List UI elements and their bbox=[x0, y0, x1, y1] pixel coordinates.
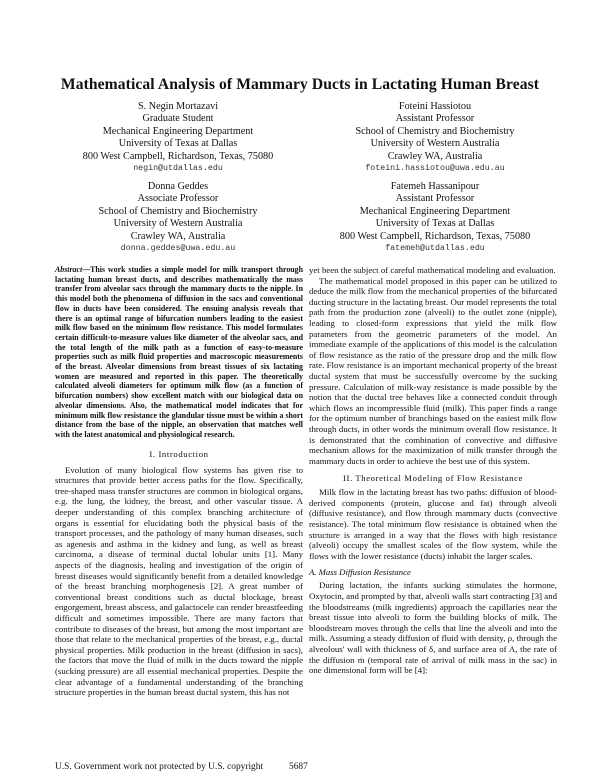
abstract-text: —This work studies a simple model for milk transport through lactating human breast ducts, and describes mathematically the mass transfer from alveolar sacs through the mammary ducts to the nipple. In this model both the phenomena of diffusion in the sacs and conventional flow in ducts have been considered. The ensuing analysis reveals that there is an optimal range of bifurcation numbers leading to the easiest milk flow based on the minimum flow resistance. This model formulates certain difficult-to-measure values like diameter of the alveolar sacs, and the total length of the milk path as a function of easy-to-measure properties such as milk fluid properties and macroscopic measurements of the breast. Alveolar dimensions from breast tissues of six lactating women are measured and reported in this paper. The theoretically calculated alveoli diameters for optimum milk flow (as a function of bifurcation numbers) show excellent match with our biological data on alveolar dimensions. Also, the mathematical model indicates that for minimum milk flow resistance the glandular tissue must be within a short distance from the base of the nipple, an observation that matches well with the latest anatomical and physiological research. bbox=[55, 265, 303, 439]
author-address: Crawley WA, Australia bbox=[387, 150, 483, 162]
subsection-title: A. Mass Diffusion Resistance bbox=[309, 567, 411, 578]
author-role: Associate Professor bbox=[137, 193, 219, 205]
copyright-notice: U.S. Government work not protected by U.S. copyright bbox=[55, 762, 264, 772]
author-name: Foteini Hassiotou bbox=[398, 101, 472, 112]
page-number: 5687 bbox=[289, 762, 308, 772]
author-name: S. Negin Mortazavi bbox=[137, 101, 219, 112]
author-email: donna.geddes@uwa.edu.au bbox=[120, 244, 236, 254]
author-email: fatemeh@utdallas.edu bbox=[385, 244, 485, 254]
introduction-paragraph: The mathematical model proposed in this paper can be utilized to deduce the milk flow from the mechanical properties of the bifurcated ducting structure in the lactating breast. Our model represents the total path from the production zone (alveoli) to the outlet zone (nipple), leading to closed-form expressions that yield the milk flow parameters from the geometric parameters of the model. An immediate example of the applications of this model is the calculation of flow resistance as the ratio of the pressure drop and the milk flow rate. Flow resistance is an important mechanical property of the breast ductal system that must be successfully overcome by the sucking pressure. Calculation of milk-way resistance is made possible by the notion that the ductal tree behaves like a connected conduit through which flows an incompressible fluid (milk). This paper finds a range for the optimum number of branchings based on the easiest milk flow through ducts, in other words the minimum overall flow resistance. It is demonstrated that the combination of convective and diffusive mechanism allows for the maximization of milk transfer through the mammary ducts in order to achieve the best use of this system. bbox=[309, 275, 557, 466]
author-block bbox=[310, 181, 560, 255]
section-title-introduction: I. Introduction bbox=[149, 448, 209, 459]
author-block bbox=[310, 101, 560, 175]
author-block bbox=[53, 181, 303, 255]
right-column bbox=[309, 265, 557, 676]
author-block bbox=[53, 101, 303, 175]
author-address: 800 West Campbell, Richardson, Texas, 75080 bbox=[339, 230, 531, 242]
author-email: foteini.hassiotou@uwa.edu.au bbox=[365, 164, 505, 174]
section-title-theory: II. Theoretical Modeling of Flow Resistance bbox=[342, 473, 524, 484]
author-organization: University of Western Australia bbox=[113, 218, 243, 230]
author-role: Assistant Professor bbox=[395, 113, 475, 125]
author-role: Assistant Professor bbox=[395, 193, 475, 205]
subsection-paragraph: During lactation, the infants sucking stimulates the hormone, Oxytocin, and prompted by that, alveoli walls start contracting [3] and the bloodstreams (milk ingredients) approach the capillaries near the breast tissue into alveoli to form the building blocks of milk. The bloodstream moves through the cells that line the alveoli and into the milk. Assuming a steady diffusion of fluid with density, ρ, through the alveolous' wall with thickness of δ, and surface area of A, the rate of the diffusion ṁ (temporal rate of arrival of milk mass in the sac) in one dimensional form will be [4]: bbox=[309, 580, 557, 676]
author-email: negin@utdallas.edu bbox=[133, 164, 223, 174]
abstract-label: Abstract bbox=[55, 265, 83, 274]
author-organization: University of Western Australia bbox=[370, 138, 500, 150]
abstract bbox=[55, 265, 303, 440]
author-organization: University of Texas at Dallas bbox=[375, 218, 495, 230]
paper-title: Mathematical Analysis of Mammary Ducts in Lactating Human Breast bbox=[60, 76, 540, 93]
author-department: School of Chemistry and Biochemistry bbox=[355, 125, 515, 137]
author-department: Mechanical Engineering Department bbox=[102, 125, 254, 137]
introduction-paragraph-continued: yet been the subject of careful mathematical modeling and evaluation. bbox=[309, 265, 556, 275]
author-department: Mechanical Engineering Department bbox=[359, 205, 511, 217]
author-address: 800 West Campbell, Richardson, Texas, 75080 bbox=[82, 150, 274, 162]
author-name: Fatemeh Hassanipour bbox=[390, 181, 480, 192]
author-department: School of Chemistry and Biochemistry bbox=[98, 205, 258, 217]
author-organization: University of Texas at Dallas bbox=[118, 138, 238, 150]
introduction-paragraph: Evolution of many biological flow systems has given rise to structures that provide better access paths for the flow. Specifically, tree-shaped mass transfer structures are common in biological organs, e.g. the lung, the kidney, the breast, and other vascular tissue. A deeper understanding of this complex branching architecture of organs is essential for elucidating both the physical basis of the transport processes, and the pathology of many human diseases, such as agenesis and asthma in the kidney and lung, as well as breast carcinoma, a disease of terminal ductal lobular units [1]. Many aspects of the diagnosis, healing and investigation of the origin of breast diseases would significantly benefit from a detailed knowledge of the breast branching morphogenesis [2]. A great number of conventional breast conditions such as ductal blockage, breast engorgement, breast abscess, and galactocele can render breastfeeding difficult and sometimes impossible. There are many factors that contribute to diseases of the breast, but among the most important are those that relate to the mechanical properties of the breast, e.g., ductal physical properties. Milk production in the breast (diffusion in sacs), the factors that move the fluid of milk in the ducts toward the nipple (sucking pressure) are all essential mechanical properties. Despite the clear advantage of a fundamental understanding of the branching structure properties in the human breast ductal system, this has not bbox=[55, 464, 303, 698]
author-role: Graduate Student bbox=[142, 113, 214, 125]
theory-paragraph: Milk flow in the lactating breast has two paths: diffusion of blood-derived components (protein, glucose and fat) through alveoli (diffusive resistance), and flow through mammary ducts (convective resistance). The total minimum flow resistance is obtained when the structure is arranged in a way that the flows with high resistance (alveoli) occupy the smallest scales of the flow system, while the flows with the lower resistance (ducts) inhabit the larger scales. bbox=[309, 487, 557, 561]
author-name: Donna Geddes bbox=[147, 181, 209, 192]
left-column bbox=[55, 265, 303, 698]
author-address: Crawley WA, Australia bbox=[130, 230, 226, 242]
